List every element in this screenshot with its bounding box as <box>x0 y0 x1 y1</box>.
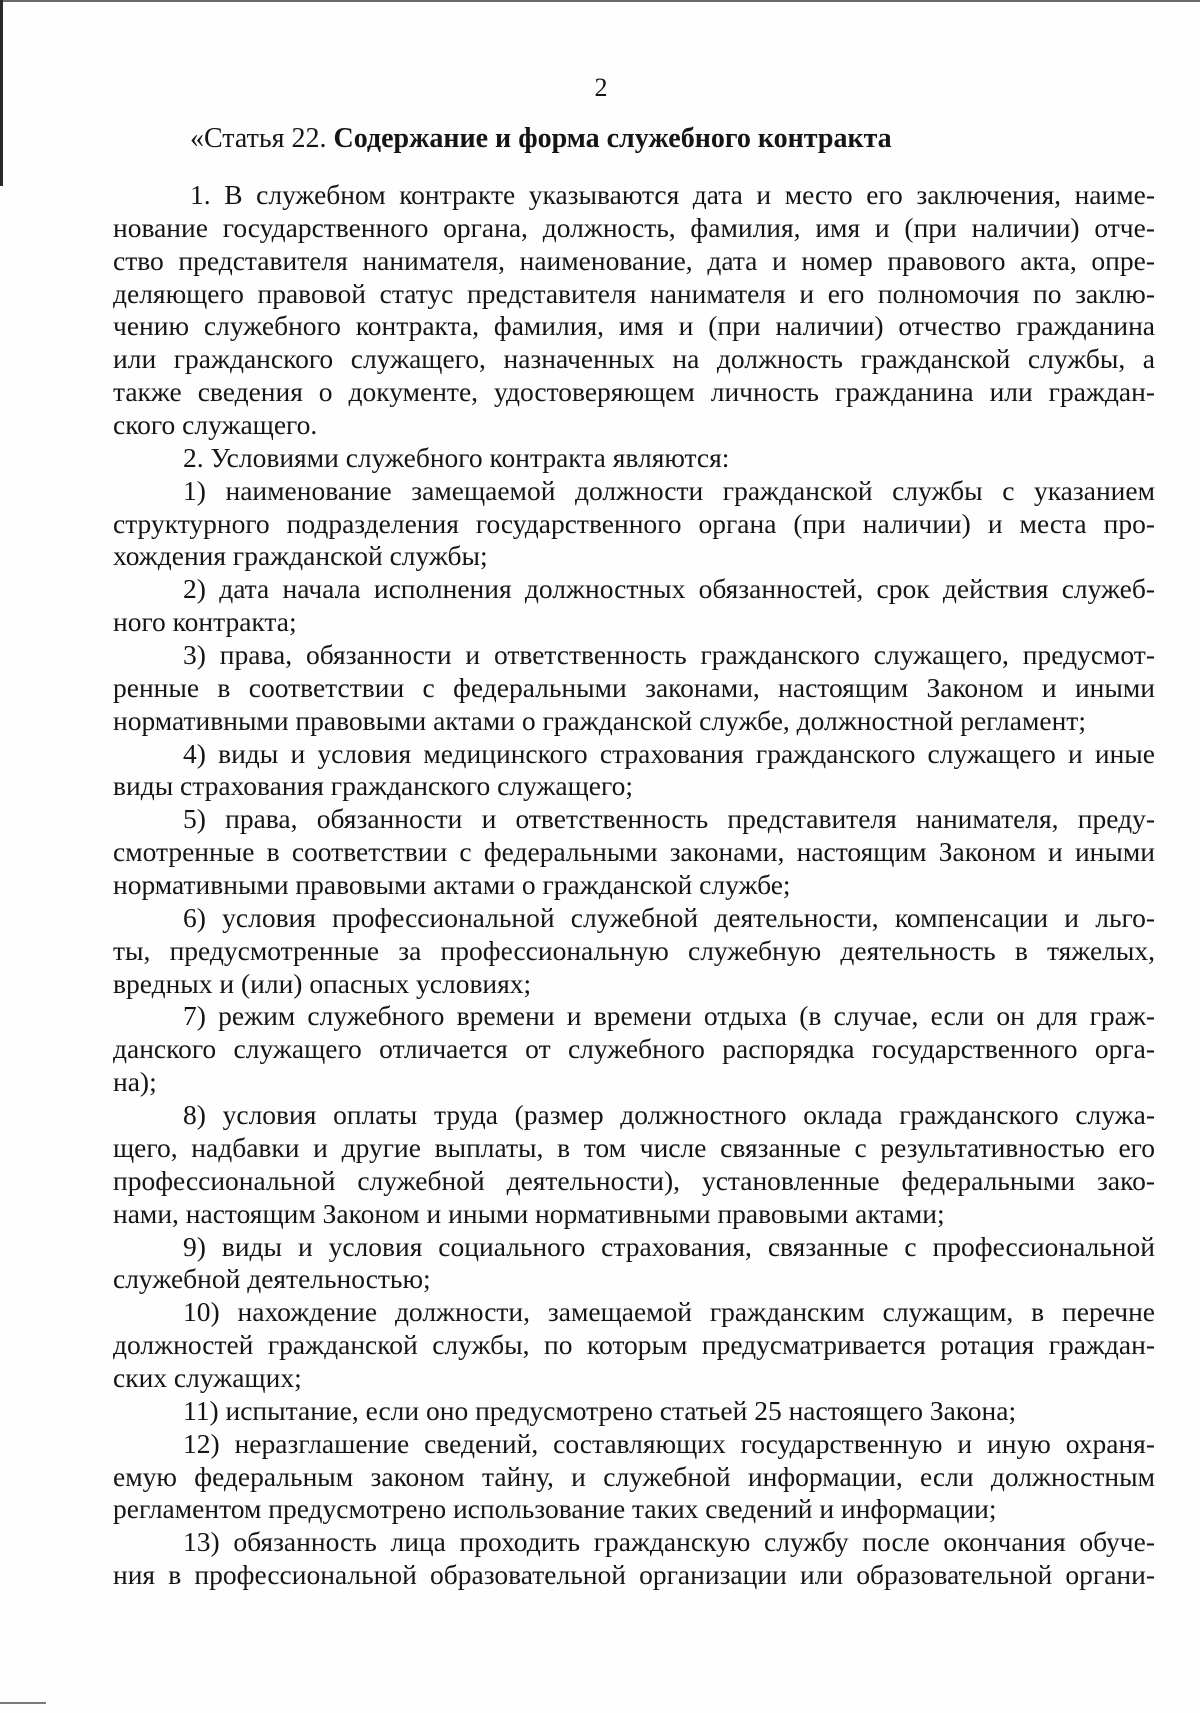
list-item-3 <box>113 639 1155 738</box>
text-line: нами, настоящим Законом и иными нормативными правовыми актами; <box>113 1197 945 1229</box>
list-item-4 <box>113 738 1155 804</box>
text-line: виды страхования гражданского служащего; <box>113 770 633 802</box>
text-line: регламентом предусмотрено использование таких сведений и информации; <box>113 1493 997 1525</box>
text-line: должностей гражданской службы, по которым предусматривается ротация граждан- <box>113 1329 1155 1361</box>
text-line: 9) виды и условия социального страхования, связанные с профессиональной <box>183 1230 1155 1262</box>
list-item-8 <box>113 1099 1155 1230</box>
text-line: или гражданского служащего, назначенных на должность гражданской службы, а <box>113 343 1155 375</box>
text-line: 6) условия профессиональной служебной деятельности, компенсации и льго- <box>183 901 1155 933</box>
text-line: ских служащих; <box>113 1361 302 1393</box>
list-item-10 <box>113 1296 1155 1395</box>
text-line: смотренные в соответствии с федеральными законами, настоящим Законом и иными <box>113 836 1155 868</box>
list-item-13 <box>113 1526 1155 1592</box>
text-line: ренные в соответствии с федеральными законами, настоящим Законом и иными <box>113 671 1155 703</box>
list-item-12 <box>113 1428 1155 1527</box>
text-line: служебной деятельностью; <box>113 1263 431 1295</box>
text-line: ского служащего. <box>113 409 318 441</box>
text-line: 8) условия оплаты труда (размер должностного оклада гражданского служа- <box>183 1099 1155 1131</box>
text-line: нование государственного органа, должность, фамилия, имя и (при наличии) отче- <box>113 211 1155 243</box>
text-line: 3) права, обязанности и ответственность гражданского служащего, предусмот- <box>183 639 1155 671</box>
text-line: вредных и (или) опасных условиях; <box>113 967 532 999</box>
text-line: также сведения о документе, удостоверяющем личность гражданина или граждан- <box>113 376 1155 408</box>
page-number: 2 <box>594 73 608 102</box>
text-line: деляющего правовой статус представителя нанимателя и его полномочия по заклю- <box>113 277 1155 309</box>
article-number: «Статья 22. <box>190 123 327 154</box>
text-line: хождения гражданской службы; <box>113 540 488 572</box>
list-item-1 <box>113 475 1155 574</box>
text-line: 4) виды и условия медицинского страхования гражданского служащего и иные <box>183 737 1155 769</box>
scan-edge-bottom <box>0 1702 46 1704</box>
text-line: на); <box>113 1066 157 1098</box>
list-item-6 <box>113 902 1155 1001</box>
text-line: 5) права, обязанности и ответственность представителя нанимателя, преду- <box>183 803 1155 835</box>
text-line: 7) режим служебного времени и времени отдыха (в случае, если он для граж- <box>183 1000 1155 1032</box>
text-line: 13) обязанность лица проходить гражданскую службу после окончания обуче- <box>183 1526 1155 1558</box>
text-line: нормативными правовыми актами о гражданской службе, должностной регламент; <box>113 704 1086 736</box>
article-title: Содержание и форма служебного контракта <box>333 123 892 154</box>
text-line: 2) дата начала исполнения должностных обязанностей, срок действия служеб- <box>183 573 1155 605</box>
text-line: профессиональной служебной деятельности), установленные федеральными зако- <box>113 1164 1155 1196</box>
scan-edge-top <box>0 0 1200 2</box>
text-line: нормативными правовыми актами о гражданской службе; <box>113 869 791 901</box>
text-line: емую федеральным законом тайну, и служебной информации, если должностным <box>113 1460 1155 1492</box>
article-heading <box>190 122 892 155</box>
text-line: 1) наименование замещаемой должности гражданской службы с указанием <box>183 474 1155 506</box>
text-line: ство представителя нанимателя, наименование, дата и номер правового акта, опре- <box>113 244 1155 276</box>
text-line: 1. В служебном контракте указываются дата и место его заключения, наиме- <box>190 179 1155 210</box>
list-item-11 <box>113 1395 1155 1428</box>
text-line: щего, надбавки и другие выплаты, в том числе связанные с результативностью его <box>113 1131 1155 1163</box>
list-item-2 <box>113 573 1155 639</box>
text-line: 10) нахождение должности, замещаемой гражданским служащим, в перечне <box>183 1296 1155 1328</box>
text-line: структурного подразделения государственного органа (при наличии) и места про- <box>113 507 1155 539</box>
text-line: данского служащего отличается от служебного распорядка государственного орга- <box>113 1033 1155 1065</box>
text-line: ния в профессиональной образовательной организации или образовательной органи- <box>113 1559 1155 1591</box>
list-item-9 <box>113 1231 1155 1297</box>
text-line: ного контракта; <box>113 606 297 638</box>
article-body <box>113 179 1155 1592</box>
clause-2 <box>113 442 1155 475</box>
text-line: 12) неразглашение сведений, составляющих государственную и иную охраня- <box>183 1427 1155 1459</box>
text-line: 2. Условиями служебного контракта являются: <box>183 441 730 473</box>
text-line: чению служебного контракта, фамилия, имя и (при наличии) отчество гражданина <box>113 310 1155 342</box>
text-line: 11) испытание, если оно предусмотрено статьей 25 настоящего Закона; <box>183 1394 1017 1426</box>
clause-1 <box>113 179 1155 442</box>
list-item-7 <box>113 1000 1155 1099</box>
text-line: ты, предусмотренные за профессиональную служебную деятельность в тяжелых, <box>113 934 1155 966</box>
list-item-5 <box>113 803 1155 902</box>
